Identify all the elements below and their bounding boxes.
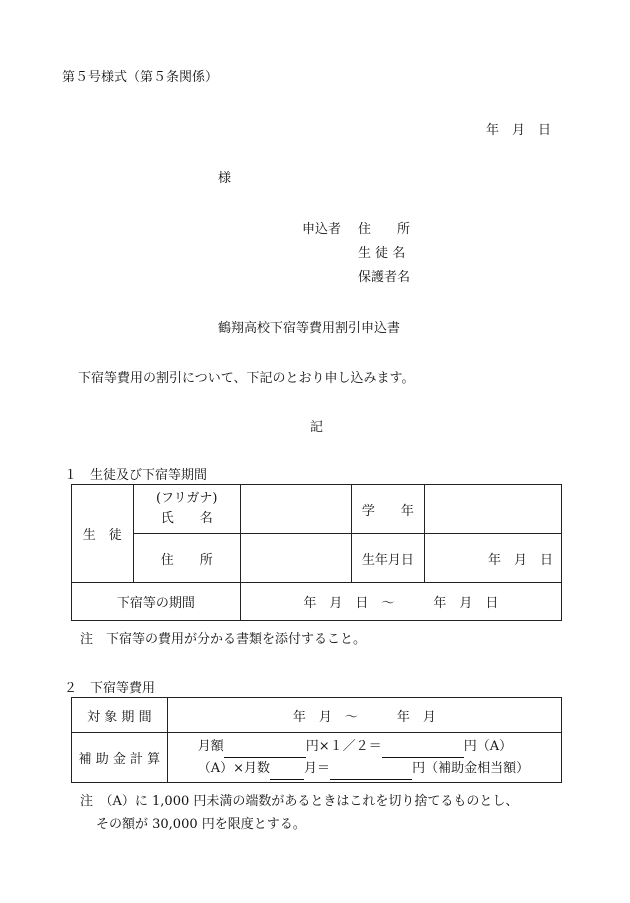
student-label: 生 徒 [82, 528, 122, 543]
yen-a-label: 円（A） [463, 738, 513, 754]
birthdate-value: 年 月 日 [487, 552, 553, 568]
grade-value-cell[interactable] [425, 485, 562, 534]
section2-note-line2: その額が 30,000 円を限度とする。 [96, 817, 306, 832]
applicant-label: 申込者 [302, 222, 342, 237]
half-formula: 円×１／２＝ [305, 738, 382, 754]
address-value-cell[interactable] [240, 534, 351, 583]
birthdate-value-cell[interactable] [425, 534, 562, 583]
target-period-label-cell [72, 698, 168, 733]
student-label-cell [72, 485, 134, 583]
applicant-address-label: 住 所 [358, 222, 411, 237]
target-period-label: 対 象 期 間 [87, 709, 152, 725]
calc-line-1 [198, 736, 561, 758]
yen-total-label: 円（補助金相当額） [412, 760, 530, 776]
ki-label: 記 [310, 420, 324, 435]
name-value-cell[interactable] [240, 485, 351, 534]
period-value: 年 月 日 ～ 年 月 日 [303, 596, 499, 611]
name-label: 氏 名 [160, 511, 213, 526]
intro-text: 下宿等費用の割引について、下記のとおり申し込みます。 [78, 371, 415, 386]
calc-value-cell [167, 733, 561, 783]
grade-label-cell [351, 485, 425, 534]
section1-heading: １ 生徒及び下宿等期間 [64, 468, 208, 483]
birthdate-label-cell [351, 534, 425, 583]
name-label-cell [133, 485, 240, 534]
student-period-table [71, 484, 562, 621]
period-label-cell [72, 583, 241, 621]
form-number: 第５号様式（第５条関係） [62, 70, 219, 85]
section2-heading: ２ 下宿等費用 [64, 681, 156, 696]
calc-line-2 [198, 758, 561, 780]
furigana-label: (フリガナ) [155, 491, 218, 506]
section2-note-line1: 注 （A）に 1,000 円未満の端数があるときはこれを切り捨てるものとし、 [80, 794, 519, 809]
section1-note: 注 下宿等の費用が分かる書類を添付すること。 [80, 632, 367, 647]
address-label: 住 所 [160, 552, 213, 568]
applicant-student-name-label: 生 徒 名 [358, 246, 406, 261]
cost-table [71, 697, 562, 783]
address-label-cell [133, 534, 240, 583]
period-value-cell[interactable] [240, 583, 561, 621]
amount-a-field[interactable] [382, 743, 464, 758]
a-months-label: （A）×月数 [197, 760, 271, 776]
target-period-value-cell[interactable] [167, 698, 561, 733]
target-period-value: 年 月 ～ 年 月 [292, 709, 436, 725]
total-amount-field[interactable] [330, 765, 412, 780]
document-title: 鶴翔高校下宿等費用割引申込書 [218, 321, 401, 336]
period-label: 下宿等の期間 [116, 596, 195, 611]
calc-label-cell [72, 733, 168, 783]
month-eq-label: 月＝ [304, 760, 331, 776]
birthdate-label: 生年月日 [361, 552, 414, 568]
calc-label: 補 助 金 計 算 [78, 752, 161, 767]
months-field[interactable] [270, 765, 304, 780]
date-line: 年 月 日 [486, 123, 552, 138]
grade-label: 学 年 [361, 503, 414, 519]
addressee-suffix: 様 [218, 171, 232, 186]
monthly-amount-field[interactable] [224, 743, 306, 758]
applicant-guardian-name-label: 保護者名 [358, 270, 411, 285]
monthly-label: 月額 [197, 738, 224, 754]
